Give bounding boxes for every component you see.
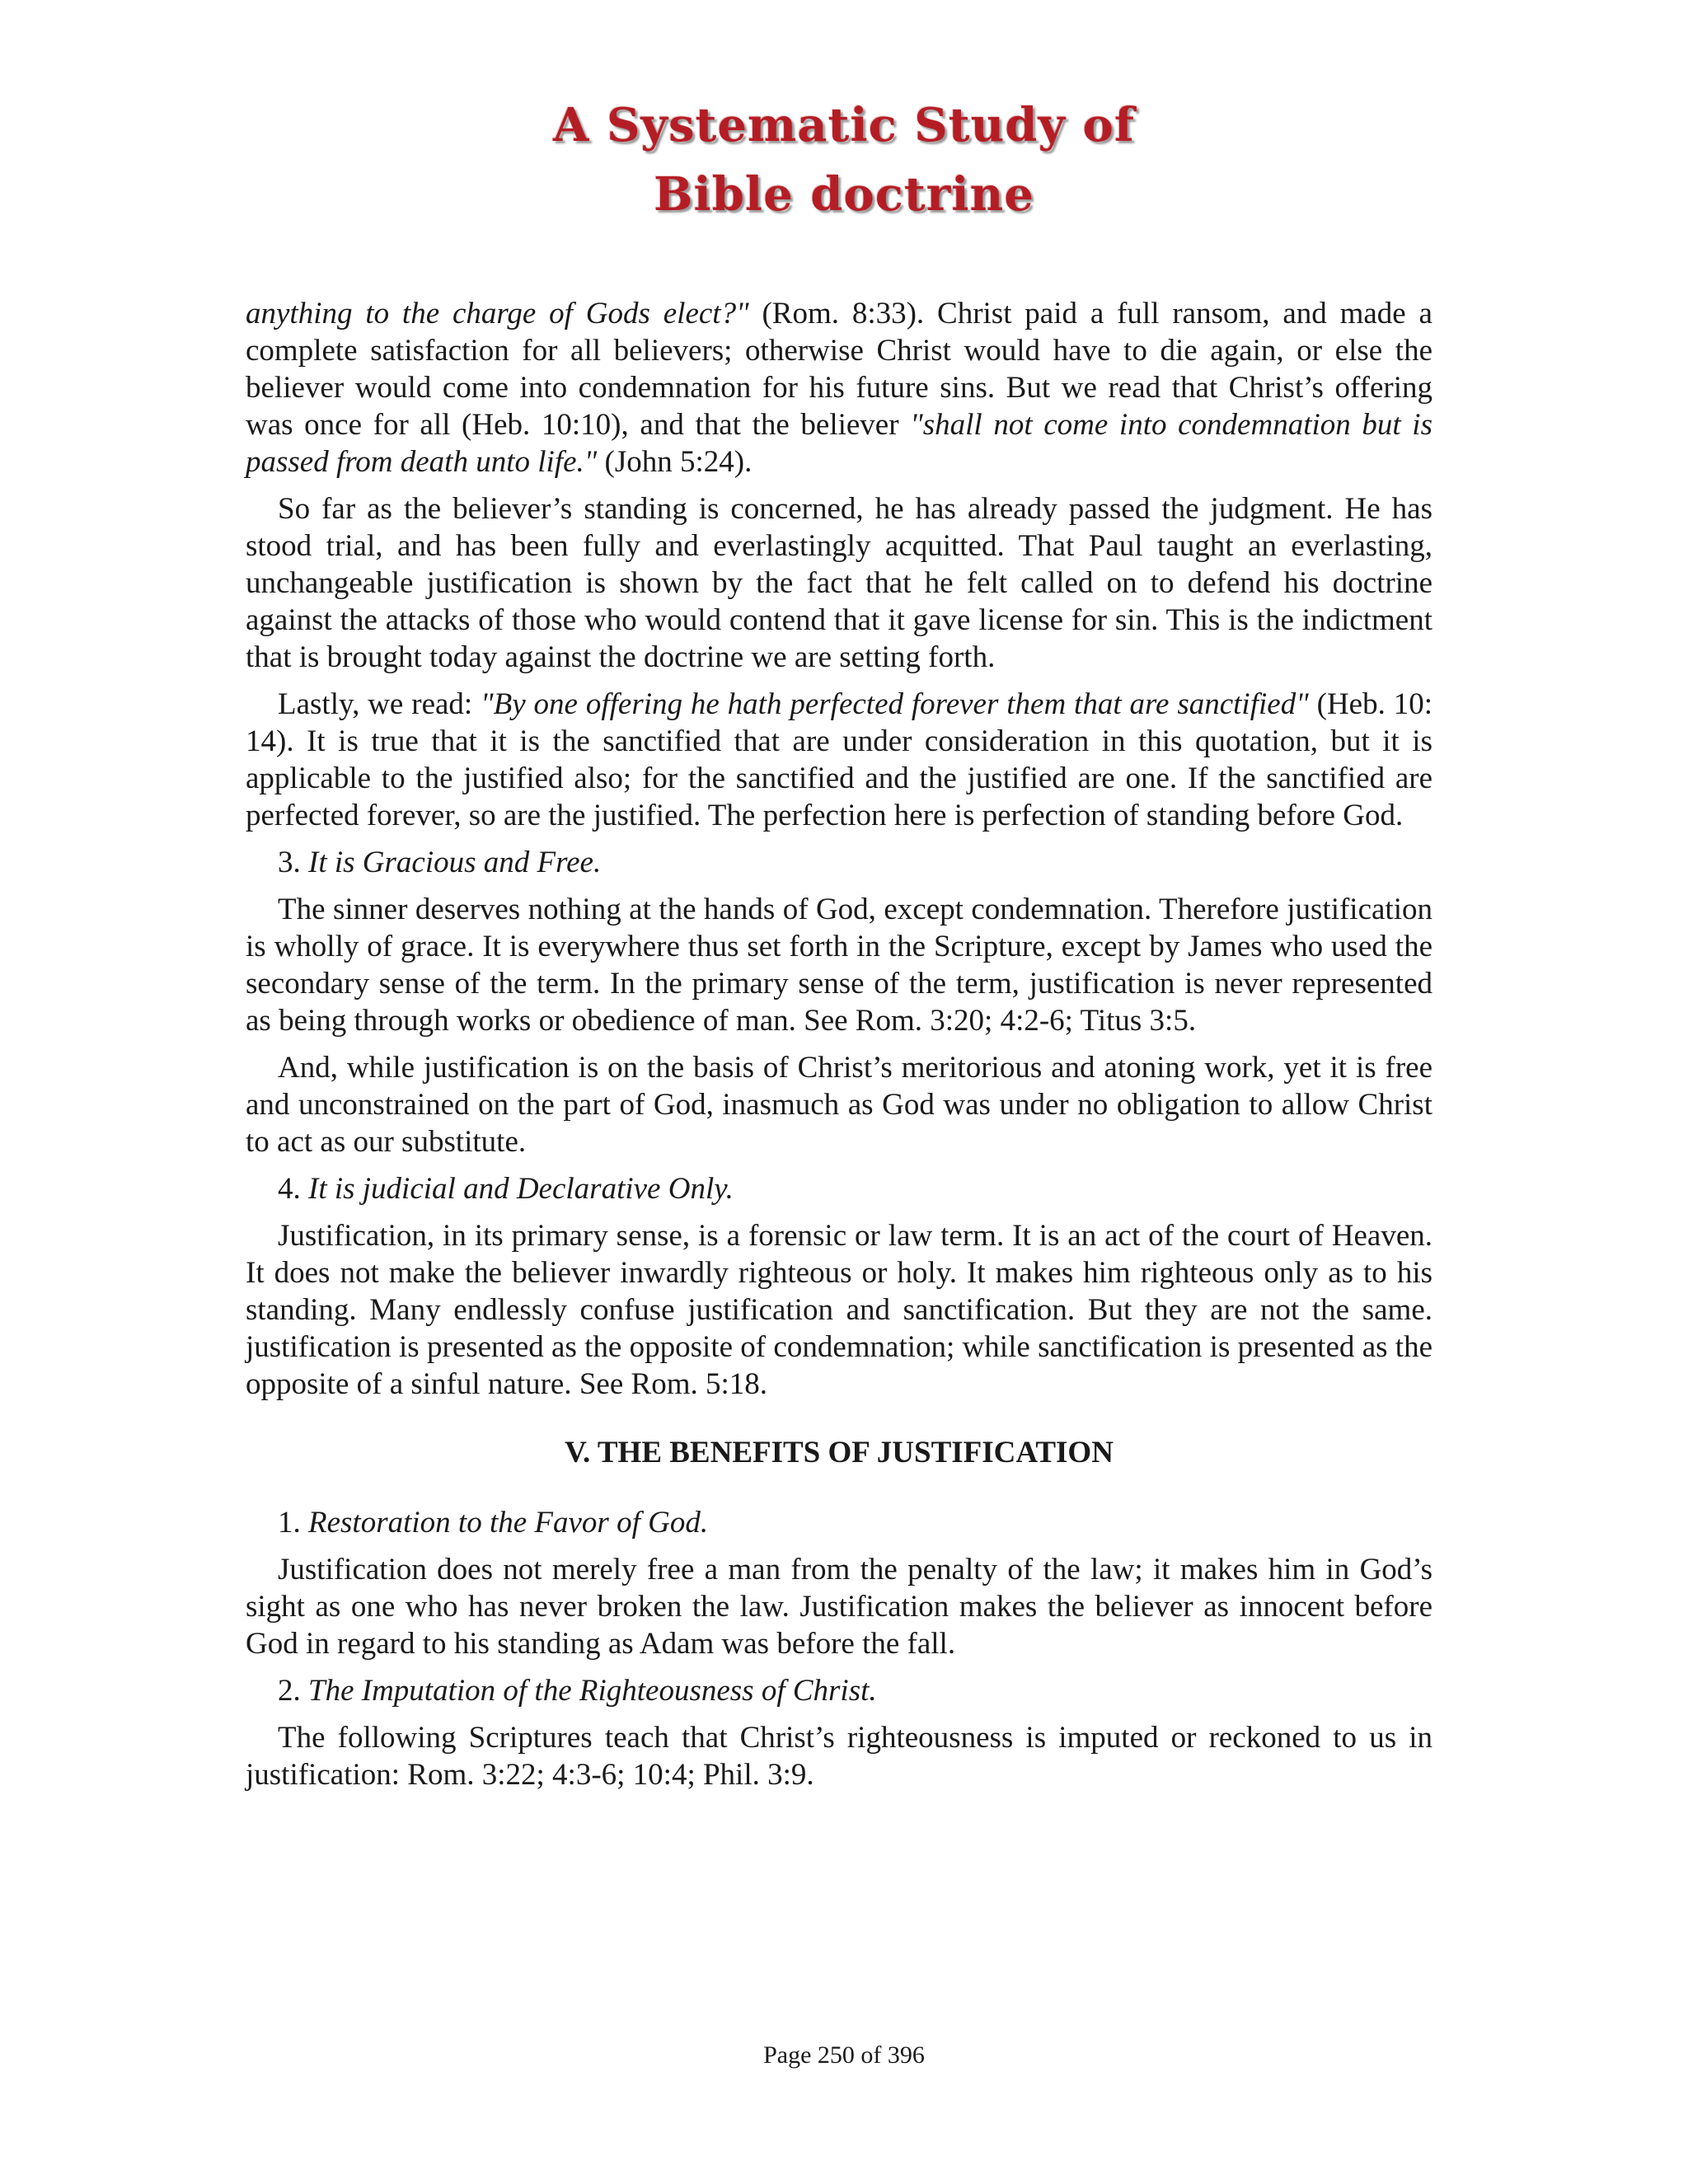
body-paragraph: [246, 490, 1432, 676]
logo-line-1: A Systematic Study of: [553, 98, 1135, 152]
text-run: So far as the believer’s standing is concerned, he has already passed the judgment. He has stood trial, and has been fully and everlastingly acquitted. That Paul taught an everlasting, unchangeable justification is shown by the fact that he felt called on to defend his doctrine against the attacks of those who would contend that it gave license for sin. This is the indictment that is brought today against the doctrine we are setting forth.: [246, 492, 1432, 674]
numbered-subheading: [246, 844, 1432, 881]
text-run: The following Scriptures teach that Christ’s righteousness is imputed or reckoned to us in justification: Rom. 3:22; 4:3-6; 10:4; Phil. 3:9.: [246, 1721, 1432, 1792]
italic-text: Restoration to the Favor of God.: [308, 1506, 709, 1540]
body-paragraph: [246, 1049, 1432, 1160]
body-paragraph: [246, 1551, 1432, 1662]
page-body: [246, 295, 1432, 1803]
text-run: 2.: [278, 1674, 308, 1708]
text-run: And, while justification is on the basis of Christ’s meritorious and atoning work, yet it is free and unconstrained on the part of God, inasmuch as God was under no obligation to allow Christ to act as our substitute.: [246, 1051, 1432, 1159]
text-run: Lastly, we read:: [278, 687, 481, 721]
body-paragraph: [246, 1719, 1432, 1793]
text-run: 1.: [278, 1506, 308, 1540]
section-heading: [246, 1434, 1432, 1471]
text-run: Justification, in its primary sense, is a forensic or law term. It is an act of the court of Heaven. It does not make the believer inwardly righteous or holy. It makes him righteous only as to his standing. Many endlessly confuse justification and sanctification. But they are not the same. justification is presented as the opposite of condemnation; while sanctification is presented as the opposite of a sinful nature. See Rom. 5:18.: [246, 1219, 1432, 1401]
body-paragraph: [246, 686, 1432, 834]
page-number: Page 250 of 396: [763, 2041, 925, 2069]
text-run: (John 5:24).: [597, 445, 753, 479]
logo-line-2: Bible doctrine: [654, 167, 1034, 222]
text-run: Justification does not merely free a man from the penalty of the law; it makes him in God’s sight as one who has never broken the law. Justification makes the believer as innocent before God in regard to his standing as Adam was before the fall.: [246, 1553, 1432, 1661]
text-run: The sinner deserves nothing at the hands of God, except condemnation. Therefore justification is wholly of grace. It is everywhere thus set forth in the Scripture, except by James who used the secondary sense of the term. In the primary sense of the term, justification is never represented as being through works or obedience of man. See Rom. 3:20; 4:2-6; Titus 3:5.: [246, 893, 1432, 1038]
italic-text: "shall not come into condemnation but is passed from death unto life.": [246, 408, 1432, 479]
text-run: V. THE BENEFITS OF JUSTIFICATION: [565, 1436, 1114, 1469]
text-run: 3.: [278, 846, 308, 879]
body-paragraph: [246, 295, 1432, 480]
italic-text: It is judicial and Declarative Only.: [308, 1172, 734, 1206]
book-title-logo: [0, 91, 1688, 229]
numbered-subheading: [246, 1170, 1432, 1207]
italic-text: "By one offering he hath perfected forever them that are sanctified": [481, 687, 1309, 721]
numbered-subheading: [246, 1504, 1432, 1541]
italic-text: anything to the charge of Gods elect?": [246, 297, 749, 330]
numbered-subheading: [246, 1672, 1432, 1709]
body-paragraph: [246, 891, 1432, 1039]
text-run: 4.: [278, 1172, 308, 1206]
italic-text: The Imputation of the Righteousness of Christ.: [308, 1674, 877, 1708]
italic-text: It is Gracious and Free.: [308, 846, 602, 879]
text-run: (Rom. 8:33). Christ paid a full ransom, and made a complete satisfaction for all believers; otherwise Christ would have to die again, or else the believer would come into condemnation for his future sins. But we read that Christ’s offering was once for all (Heb. 10:10), and that the believer: [246, 297, 1432, 442]
text-run: (Heb. 10: 14). It is true that it is the sanctified that are under consideration in this quotation, but it is applicable to the justified also; for the sanctified and the justified are one. If the sanctified are perfected forever, so are the justified. The perfection here is perfection of standing before God.: [246, 687, 1432, 832]
body-paragraph: [246, 1217, 1432, 1403]
